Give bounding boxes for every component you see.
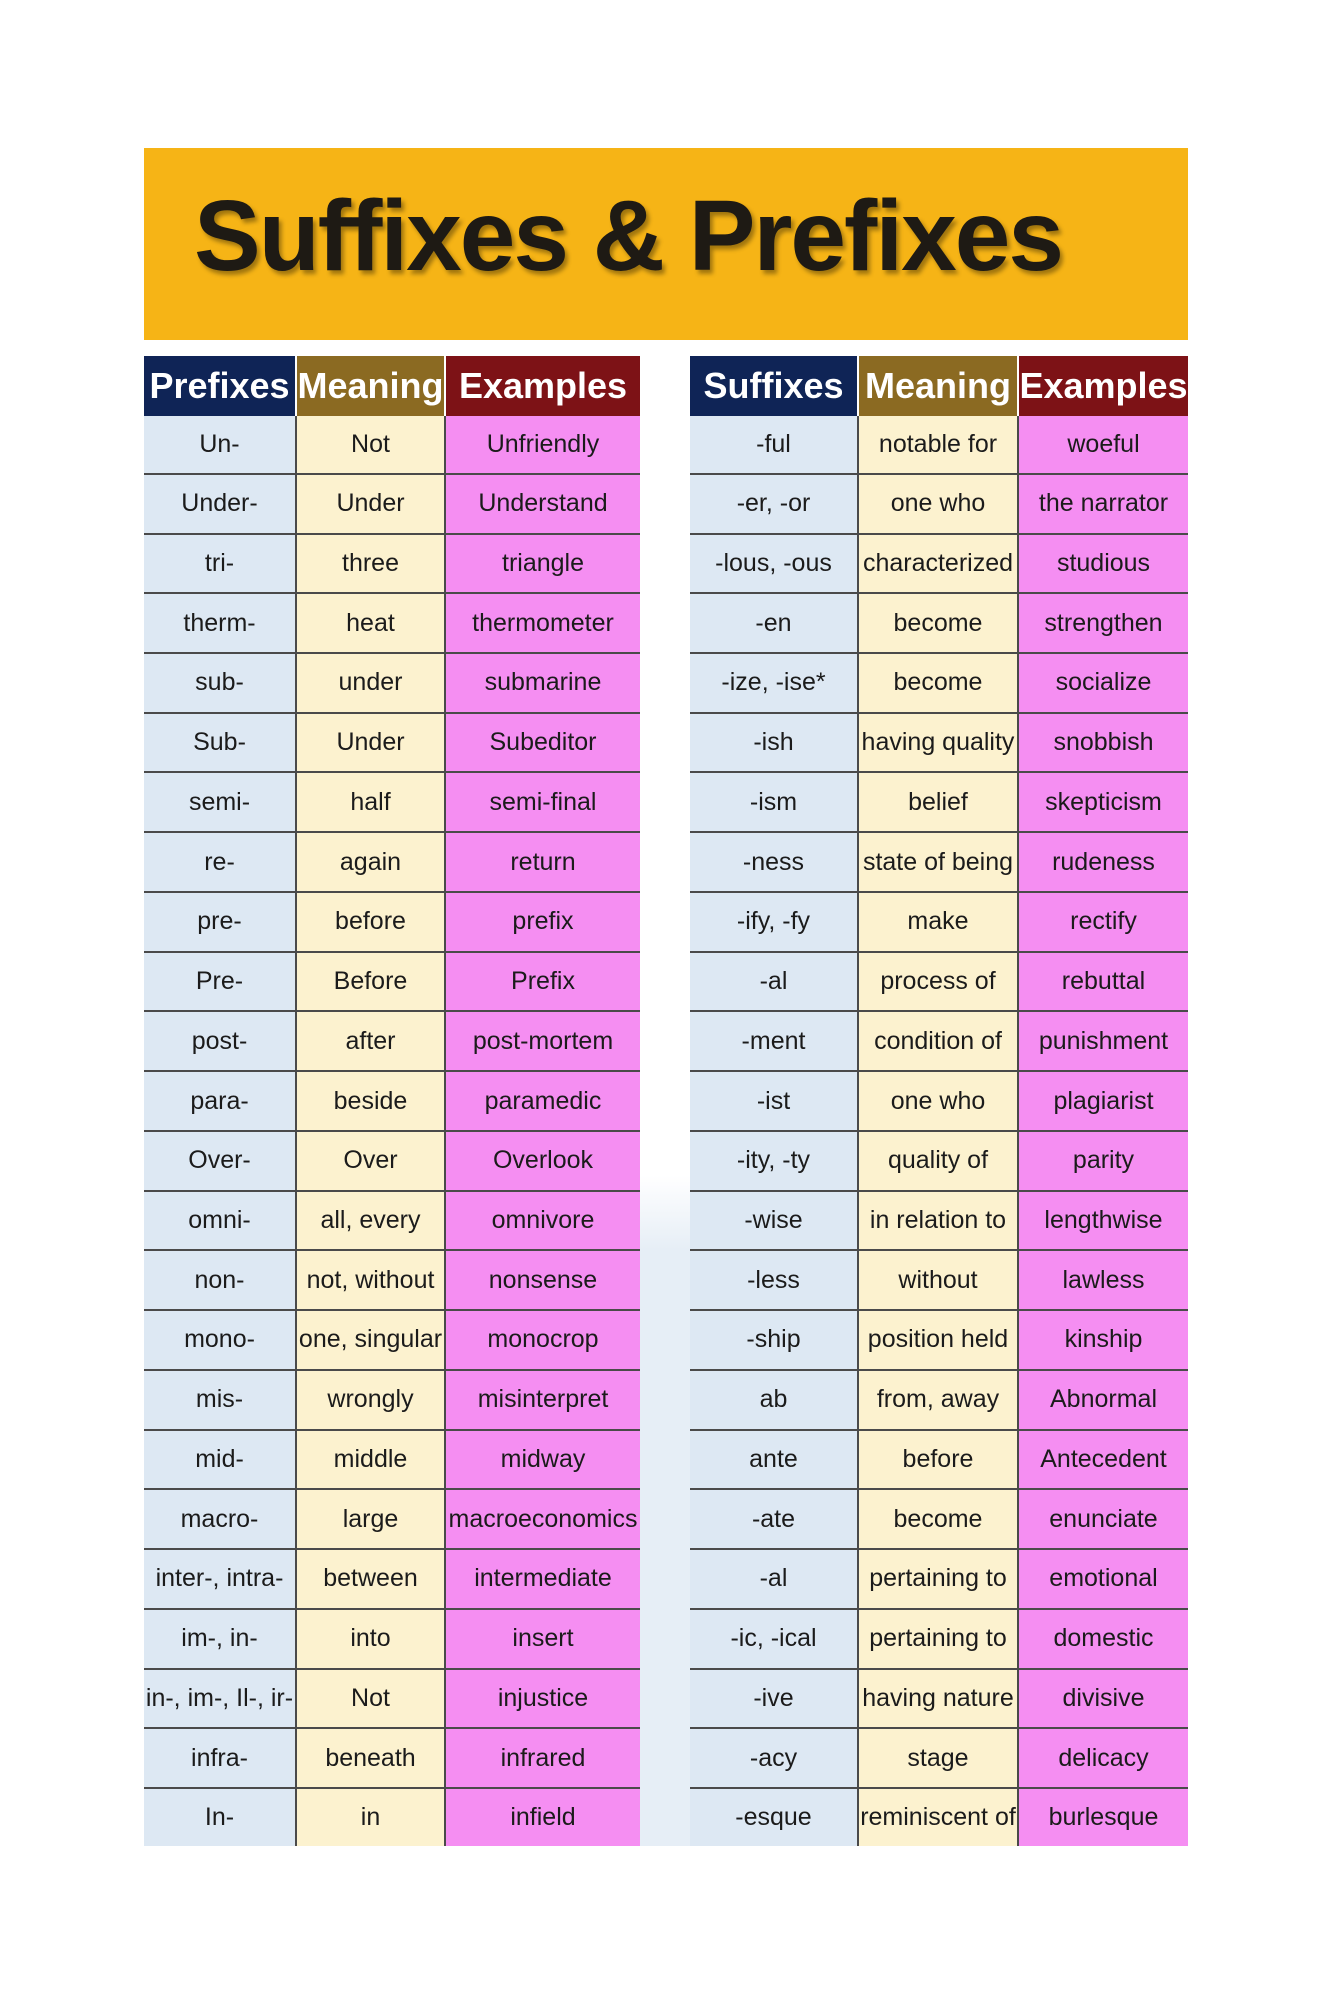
affix-cell: Un- — [144, 416, 296, 474]
meaning-cell: condition of — [858, 1011, 1018, 1071]
meaning-cell: notable for — [858, 416, 1018, 474]
affix-cell: Pre- — [144, 952, 296, 1012]
example-cell: punishment — [1018, 1011, 1188, 1071]
affix-cell: Sub- — [144, 713, 296, 773]
table-row — [144, 1071, 640, 1131]
meaning-cell: Not — [296, 1669, 445, 1729]
meaning-cell: from, away — [858, 1370, 1018, 1430]
affix-cell: -ness — [690, 832, 858, 892]
example-cell: macroeconomics — [445, 1489, 640, 1549]
example-cell: thermometer — [445, 593, 640, 653]
meaning-cell: in relation to — [858, 1191, 1018, 1251]
affix-cell: inter-, intra- — [144, 1549, 296, 1609]
example-cell: Abnormal — [1018, 1370, 1188, 1430]
affix-cell: -ity, -ty — [690, 1131, 858, 1191]
meaning-cell: having nature — [858, 1669, 1018, 1729]
suffixes-table — [690, 356, 1188, 1846]
example-cell: emotional — [1018, 1549, 1188, 1609]
meaning-cell: heat — [296, 593, 445, 653]
table-row — [690, 1669, 1188, 1729]
affix-cell: -ize, -ise* — [690, 653, 858, 713]
affix-cell: -en — [690, 593, 858, 653]
table-row — [144, 474, 640, 534]
affix-cell: -esque — [690, 1788, 858, 1846]
example-cell: infrared — [445, 1728, 640, 1788]
table-row — [144, 832, 640, 892]
affix-cell: semi- — [144, 772, 296, 832]
affix-cell: macro- — [144, 1489, 296, 1549]
affix-cell: -ic, -ical — [690, 1609, 858, 1669]
table-row — [690, 1191, 1188, 1251]
table-row — [690, 1370, 1188, 1430]
affix-cell: Over- — [144, 1131, 296, 1191]
table-row — [690, 1549, 1188, 1609]
example-cell: lengthwise — [1018, 1191, 1188, 1251]
table-row — [690, 416, 1188, 474]
suffixes-table-body — [690, 416, 1188, 1846]
meaning-cell: reminiscent of — [858, 1788, 1018, 1846]
table-row — [144, 1250, 640, 1310]
table-row — [690, 534, 1188, 594]
example-cell: delicacy — [1018, 1728, 1188, 1788]
page-title: Suffixes & Prefixes — [194, 180, 1062, 292]
affix-cell: post- — [144, 1011, 296, 1071]
example-cell: woeful — [1018, 416, 1188, 474]
meaning-cell: one, singular — [296, 1310, 445, 1370]
affix-cell: -ish — [690, 713, 858, 773]
example-cell: infield — [445, 1788, 640, 1846]
meaning-cell: state of being — [858, 832, 1018, 892]
meaning-cell: three — [296, 534, 445, 594]
example-cell: post-mortem — [445, 1011, 640, 1071]
table-row — [690, 1788, 1188, 1846]
example-cell: rectify — [1018, 892, 1188, 952]
example-cell: Understand — [445, 474, 640, 534]
table-row — [144, 1549, 640, 1609]
table-row — [690, 1430, 1188, 1490]
example-cell: plagiarist — [1018, 1071, 1188, 1131]
table-row — [690, 713, 1188, 773]
meaning-cell: beneath — [296, 1728, 445, 1788]
affix-cell: -ist — [690, 1071, 858, 1131]
example-cell: insert — [445, 1609, 640, 1669]
table-row — [144, 772, 640, 832]
affix-cell: -ate — [690, 1489, 858, 1549]
example-cell: burlesque — [1018, 1788, 1188, 1846]
meaning-cell: Not — [296, 416, 445, 474]
meaning-cell: position held — [858, 1310, 1018, 1370]
meaning-cell: become — [858, 593, 1018, 653]
example-cell: paramedic — [445, 1071, 640, 1131]
affix-cell: -al — [690, 1549, 858, 1609]
meaning-cell: one who — [858, 1071, 1018, 1131]
meaning-cell: stage — [858, 1728, 1018, 1788]
table-row — [690, 474, 1188, 534]
meaning-cell: before — [296, 892, 445, 952]
example-cell: Unfriendly — [445, 416, 640, 474]
table-row — [144, 534, 640, 594]
affix-cell: mis- — [144, 1370, 296, 1430]
example-cell: domestic — [1018, 1609, 1188, 1669]
table-header-row — [690, 356, 1188, 416]
table-row — [690, 1310, 1188, 1370]
table-row — [144, 653, 640, 713]
example-cell: kinship — [1018, 1310, 1188, 1370]
example-cell: studious — [1018, 534, 1188, 594]
example-cell: triangle — [445, 534, 640, 594]
example-cell: parity — [1018, 1131, 1188, 1191]
affix-cell: -al — [690, 952, 858, 1012]
affix-cell: In- — [144, 1788, 296, 1846]
table-row — [144, 1011, 640, 1071]
table-row — [144, 1788, 640, 1846]
affix-cell: mid- — [144, 1430, 296, 1490]
meaning-header: Meaning — [858, 356, 1018, 416]
affix-cell: infra- — [144, 1728, 296, 1788]
example-cell: socialize — [1018, 653, 1188, 713]
example-cell: submarine — [445, 653, 640, 713]
affix-cell: -ive — [690, 1669, 858, 1729]
examples-header: Examples — [1018, 356, 1188, 416]
affix-cell: ab — [690, 1370, 858, 1430]
affix-cell: -ship — [690, 1310, 858, 1370]
example-cell: rebuttal — [1018, 952, 1188, 1012]
table-row — [144, 1310, 640, 1370]
prefixes-table-body — [144, 416, 640, 1846]
meaning-cell: pertaining to — [858, 1549, 1018, 1609]
meaning-cell: wrongly — [296, 1370, 445, 1430]
table-row — [144, 1370, 640, 1430]
meaning-cell: beside — [296, 1071, 445, 1131]
table-row — [144, 1669, 640, 1729]
affix-cell: -ment — [690, 1011, 858, 1071]
prefixes-table — [144, 356, 640, 1846]
table-row — [690, 1728, 1188, 1788]
meaning-cell: make — [858, 892, 1018, 952]
affix-cell: tri- — [144, 534, 296, 594]
table-row — [690, 1609, 1188, 1669]
table-row — [144, 1430, 640, 1490]
meaning-cell: without — [858, 1250, 1018, 1310]
example-cell: the narrator — [1018, 474, 1188, 534]
affix-cell: -less — [690, 1250, 858, 1310]
meaning-cell: half — [296, 772, 445, 832]
affix-cell: re- — [144, 832, 296, 892]
title-banner — [144, 148, 1188, 340]
meaning-cell: become — [858, 1489, 1018, 1549]
meaning-cell: characterized — [858, 534, 1018, 594]
example-cell: injustice — [445, 1669, 640, 1729]
table-row — [690, 1131, 1188, 1191]
affix-cell: para- — [144, 1071, 296, 1131]
affix-cell: Under- — [144, 474, 296, 534]
table-row — [690, 593, 1188, 653]
table-row — [144, 1191, 640, 1251]
meaning-cell: after — [296, 1011, 445, 1071]
example-cell: Antecedent — [1018, 1430, 1188, 1490]
meaning-cell: between — [296, 1549, 445, 1609]
meaning-cell: belief — [858, 772, 1018, 832]
example-cell: rudeness — [1018, 832, 1188, 892]
affix-cell: -ful — [690, 416, 858, 474]
table-row — [144, 416, 640, 474]
example-cell: semi-final — [445, 772, 640, 832]
example-cell: divisive — [1018, 1669, 1188, 1729]
suffixes-header: Suffixes — [690, 356, 858, 416]
affix-cell: ante — [690, 1430, 858, 1490]
table-header-row — [144, 356, 640, 416]
table-row — [144, 713, 640, 773]
affix-cell: -lous, -ous — [690, 534, 858, 594]
table-row — [690, 1250, 1188, 1310]
meaning-cell: before — [858, 1430, 1018, 1490]
affix-cell: im-, in- — [144, 1609, 296, 1669]
table-row — [690, 832, 1188, 892]
example-cell: monocrop — [445, 1310, 640, 1370]
affix-cell: -wise — [690, 1191, 858, 1251]
example-cell: intermediate — [445, 1549, 640, 1609]
table-row — [690, 1071, 1188, 1131]
meaning-cell: Under — [296, 713, 445, 773]
meaning-cell: Under — [296, 474, 445, 534]
table-gap — [640, 356, 690, 1846]
example-cell: strengthen — [1018, 593, 1188, 653]
example-cell: lawless — [1018, 1250, 1188, 1310]
meaning-cell: pertaining to — [858, 1609, 1018, 1669]
example-cell: Prefix — [445, 952, 640, 1012]
meaning-cell: become — [858, 653, 1018, 713]
meaning-cell: Over — [296, 1131, 445, 1191]
example-cell: midway — [445, 1430, 640, 1490]
affix-cell: -ism — [690, 772, 858, 832]
examples-header: Examples — [445, 356, 640, 416]
meaning-cell: in — [296, 1788, 445, 1846]
meaning-cell: large — [296, 1489, 445, 1549]
affix-cell: -acy — [690, 1728, 858, 1788]
prefixes-header: Prefixes — [144, 356, 296, 416]
table-row — [144, 892, 640, 952]
table-row — [690, 772, 1188, 832]
meaning-cell: into — [296, 1609, 445, 1669]
affix-cell: -ify, -fy — [690, 892, 858, 952]
meaning-cell: having quality — [858, 713, 1018, 773]
affix-cell: non- — [144, 1250, 296, 1310]
example-cell: Subeditor — [445, 713, 640, 773]
table-row — [690, 1489, 1188, 1549]
meaning-cell: quality of — [858, 1131, 1018, 1191]
table-row — [144, 593, 640, 653]
affix-cell: pre- — [144, 892, 296, 952]
affix-cell: in-, im-, Il-, ir- — [144, 1669, 296, 1729]
meaning-cell: again — [296, 832, 445, 892]
meaning-cell: under — [296, 653, 445, 713]
example-cell: return — [445, 832, 640, 892]
table-row — [144, 1131, 640, 1191]
meaning-cell: all, every — [296, 1191, 445, 1251]
affix-cell: sub- — [144, 653, 296, 713]
affix-cell: mono- — [144, 1310, 296, 1370]
meaning-cell: process of — [858, 952, 1018, 1012]
meaning-cell: one who — [858, 474, 1018, 534]
example-cell: snobbish — [1018, 713, 1188, 773]
table-row — [690, 653, 1188, 713]
example-cell: misinterpret — [445, 1370, 640, 1430]
meaning-header: Meaning — [296, 356, 445, 416]
example-cell: omnivore — [445, 1191, 640, 1251]
table-row — [144, 1609, 640, 1669]
affix-cell: -er, -or — [690, 474, 858, 534]
table-row — [690, 1011, 1188, 1071]
example-cell: enunciate — [1018, 1489, 1188, 1549]
table-row — [144, 1728, 640, 1788]
example-cell: Overlook — [445, 1131, 640, 1191]
table-row — [144, 952, 640, 1012]
table-row — [144, 1489, 640, 1549]
example-cell: nonsense — [445, 1250, 640, 1310]
example-cell: prefix — [445, 892, 640, 952]
example-cell: skepticism — [1018, 772, 1188, 832]
table-row — [690, 892, 1188, 952]
meaning-cell: middle — [296, 1430, 445, 1490]
meaning-cell: not, without — [296, 1250, 445, 1310]
table-row — [690, 952, 1188, 1012]
affix-cell: omni- — [144, 1191, 296, 1251]
affix-cell: therm- — [144, 593, 296, 653]
meaning-cell: Before — [296, 952, 445, 1012]
